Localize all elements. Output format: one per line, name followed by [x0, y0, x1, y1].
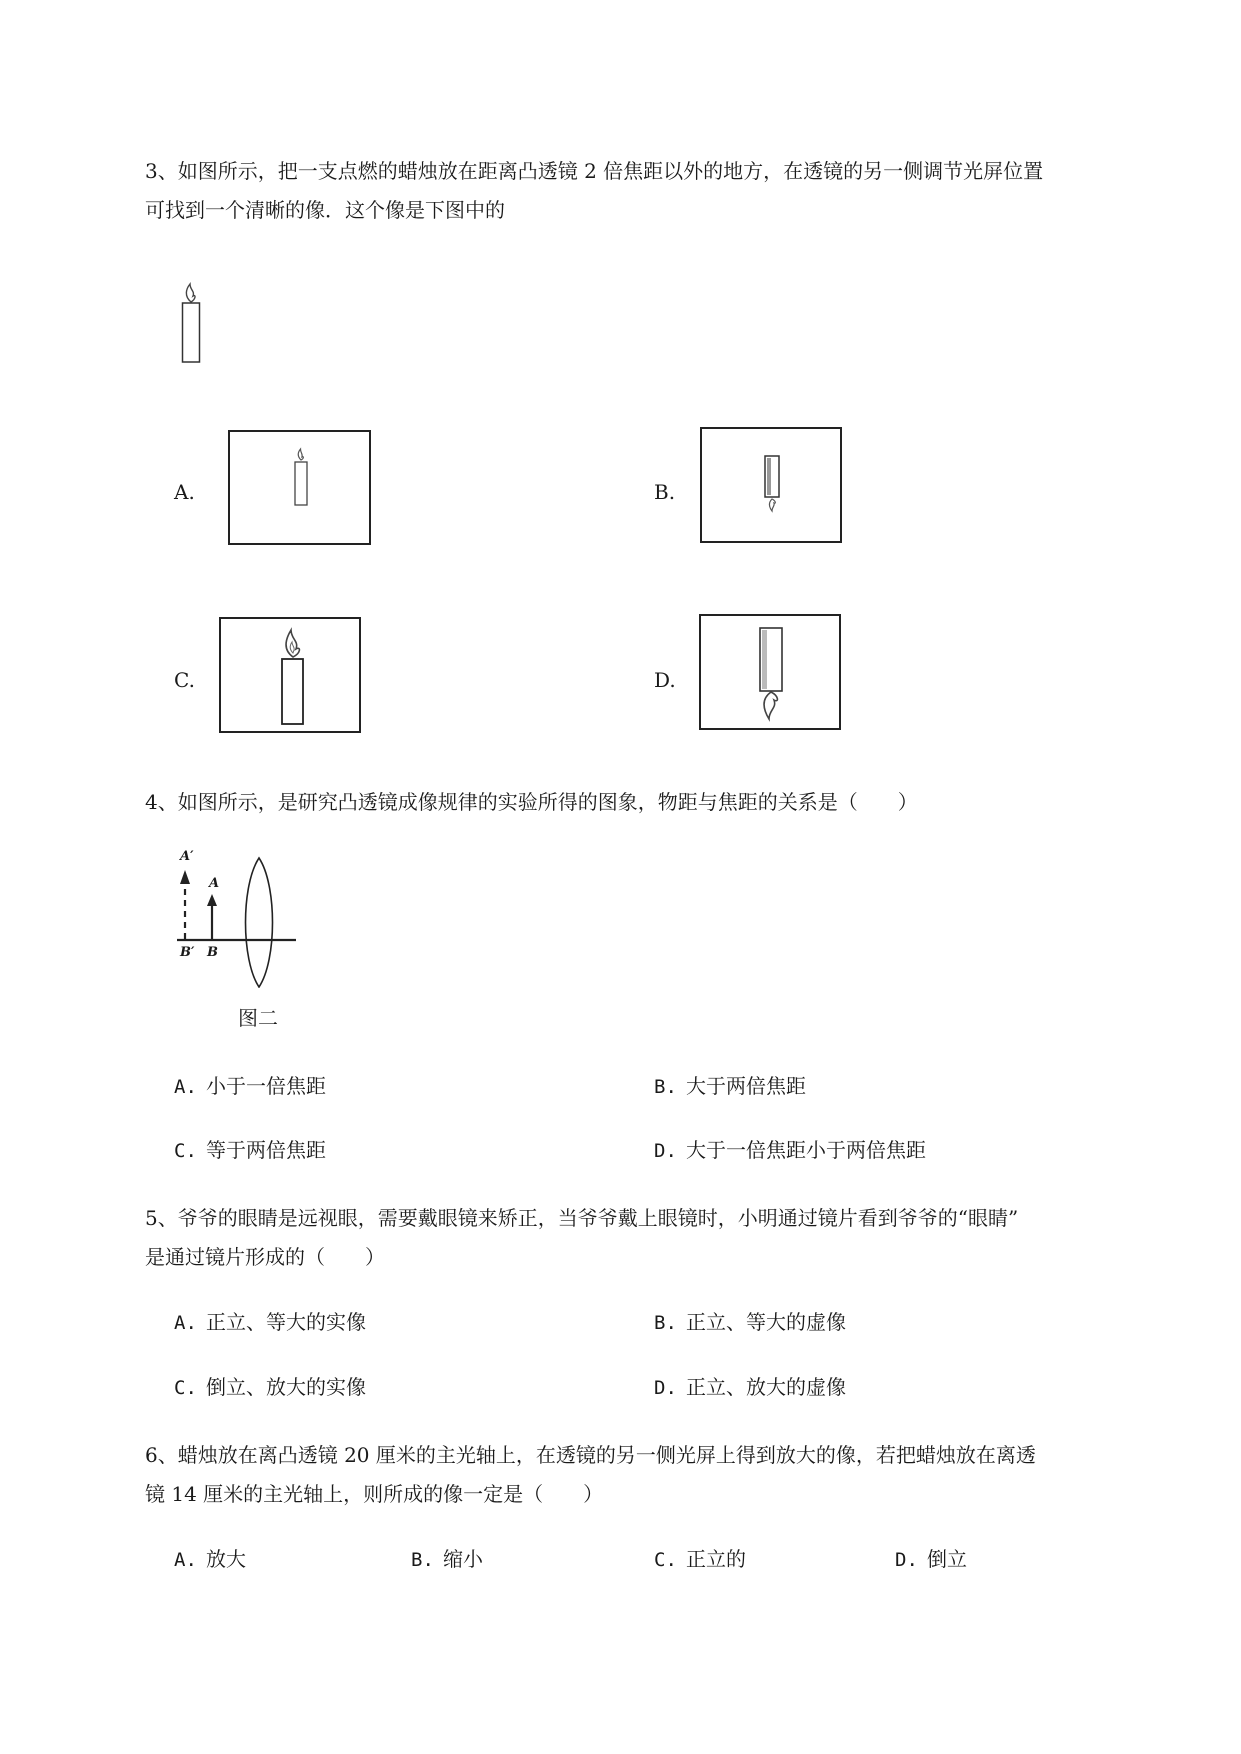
- figure-caption: 图二: [238, 1006, 278, 1030]
- q3-option-c-label[interactable]: C.: [174, 668, 195, 692]
- q5-option-b-text: 正立、等大的虚像: [686, 1310, 846, 1334]
- q4-option-c-text: 等于两倍焦距: [206, 1138, 326, 1162]
- q3-option-d-image[interactable]: [699, 614, 841, 730]
- q3-text-line2: 可找到一个清晰的像．这个像是下图中的: [145, 198, 505, 222]
- q3-option-d-label[interactable]: D.: [654, 668, 676, 692]
- q5-option-a-label: A.: [174, 1312, 197, 1334]
- q5-option-b[interactable]: [654, 1308, 846, 1337]
- label-b-prime: B′: [180, 945, 195, 960]
- q5-option-d-text: 正立、放大的虚像: [686, 1375, 846, 1399]
- q6-option-c[interactable]: [654, 1545, 746, 1574]
- q6-option-d[interactable]: [895, 1545, 967, 1574]
- q3-option-a-label[interactable]: A.: [174, 480, 195, 504]
- q6-text-line1: 6、蜡烛放在离凸透镜 20 厘米的主光轴上，在透镜的另一侧光屏上得到放大的像，若把蜡烛放在离透: [145, 1443, 1036, 1467]
- q6-option-a-label: A.: [174, 1549, 197, 1571]
- q4-option-a-text: 小于一倍焦距: [206, 1074, 326, 1098]
- q4-option-d-text: 大于一倍焦距小于两倍焦距: [686, 1138, 926, 1162]
- q5-option-a[interactable]: [174, 1308, 366, 1337]
- q6-text-line2: 镜 14 厘米的主光轴上，则所成的像一定是（ ）: [145, 1482, 604, 1506]
- q4-option-b-label: B.: [654, 1076, 677, 1098]
- q5-option-c-text: 倒立、放大的实像: [206, 1375, 366, 1399]
- q6-option-b-label: B.: [411, 1549, 434, 1571]
- q3-option-a-image[interactable]: [228, 430, 371, 545]
- q5-option-c[interactable]: [174, 1373, 366, 1402]
- q6-option-c-text: 正立的: [686, 1547, 746, 1571]
- q3-option-c-image[interactable]: [219, 617, 361, 733]
- q5-option-b-label: B.: [654, 1312, 677, 1334]
- q4-option-c-label: C.: [174, 1140, 197, 1162]
- q4-option-d-label: D.: [654, 1140, 677, 1162]
- q6-option-c-label: C.: [654, 1549, 677, 1571]
- label-a-prime: A′: [180, 849, 194, 864]
- q4-option-a[interactable]: [174, 1072, 326, 1101]
- q4-option-d[interactable]: [654, 1136, 926, 1165]
- q5-option-c-label: C.: [174, 1377, 197, 1399]
- q6-option-d-text: 倒立: [927, 1547, 967, 1571]
- q6-option-d-label: D.: [895, 1549, 918, 1571]
- q5-option-d[interactable]: [654, 1373, 846, 1402]
- q5-text-line2: 是通过镜片形成的（ ）: [145, 1245, 385, 1269]
- q5-option-a-text: 正立、等大的实像: [206, 1310, 366, 1334]
- q6-option-a-text: 放大: [206, 1547, 246, 1571]
- q4-option-a-label: A.: [174, 1076, 197, 1098]
- q4-option-b[interactable]: [654, 1072, 806, 1101]
- label-a: A: [209, 876, 220, 891]
- source-candle-figure: [176, 282, 206, 364]
- q3-option-b-image[interactable]: [700, 427, 842, 543]
- q4-option-b-text: 大于两倍焦距: [686, 1074, 806, 1098]
- q6-option-b-text: 缩小: [443, 1547, 483, 1571]
- q3-option-b-label[interactable]: B.: [654, 480, 676, 504]
- q6-option-a[interactable]: [174, 1545, 246, 1574]
- label-b: B: [207, 945, 218, 960]
- q4-option-c[interactable]: [174, 1136, 326, 1165]
- lens-imaging-figure: [170, 850, 300, 1028]
- q4-text: 4、如图所示，是研究凸透镜成像规律的实验所得的图象，物距与焦距的关系是（ ）: [145, 790, 918, 814]
- q3-text-line1: 3、如图所示，把一支点燃的蜡烛放在距离凸透镜 2 倍焦距以外的地方，在透镜的另一侧调节光屏位置: [145, 159, 1044, 183]
- q5-text-line1: 5、爷爷的眼睛是远视眼，需要戴眼镜来矫正，当爷爷戴上眼镜时，小明通过镜片看到爷爷的“眼睛”: [145, 1206, 1019, 1230]
- q6-option-b[interactable]: [411, 1545, 483, 1574]
- q5-option-d-label: D.: [654, 1377, 677, 1399]
